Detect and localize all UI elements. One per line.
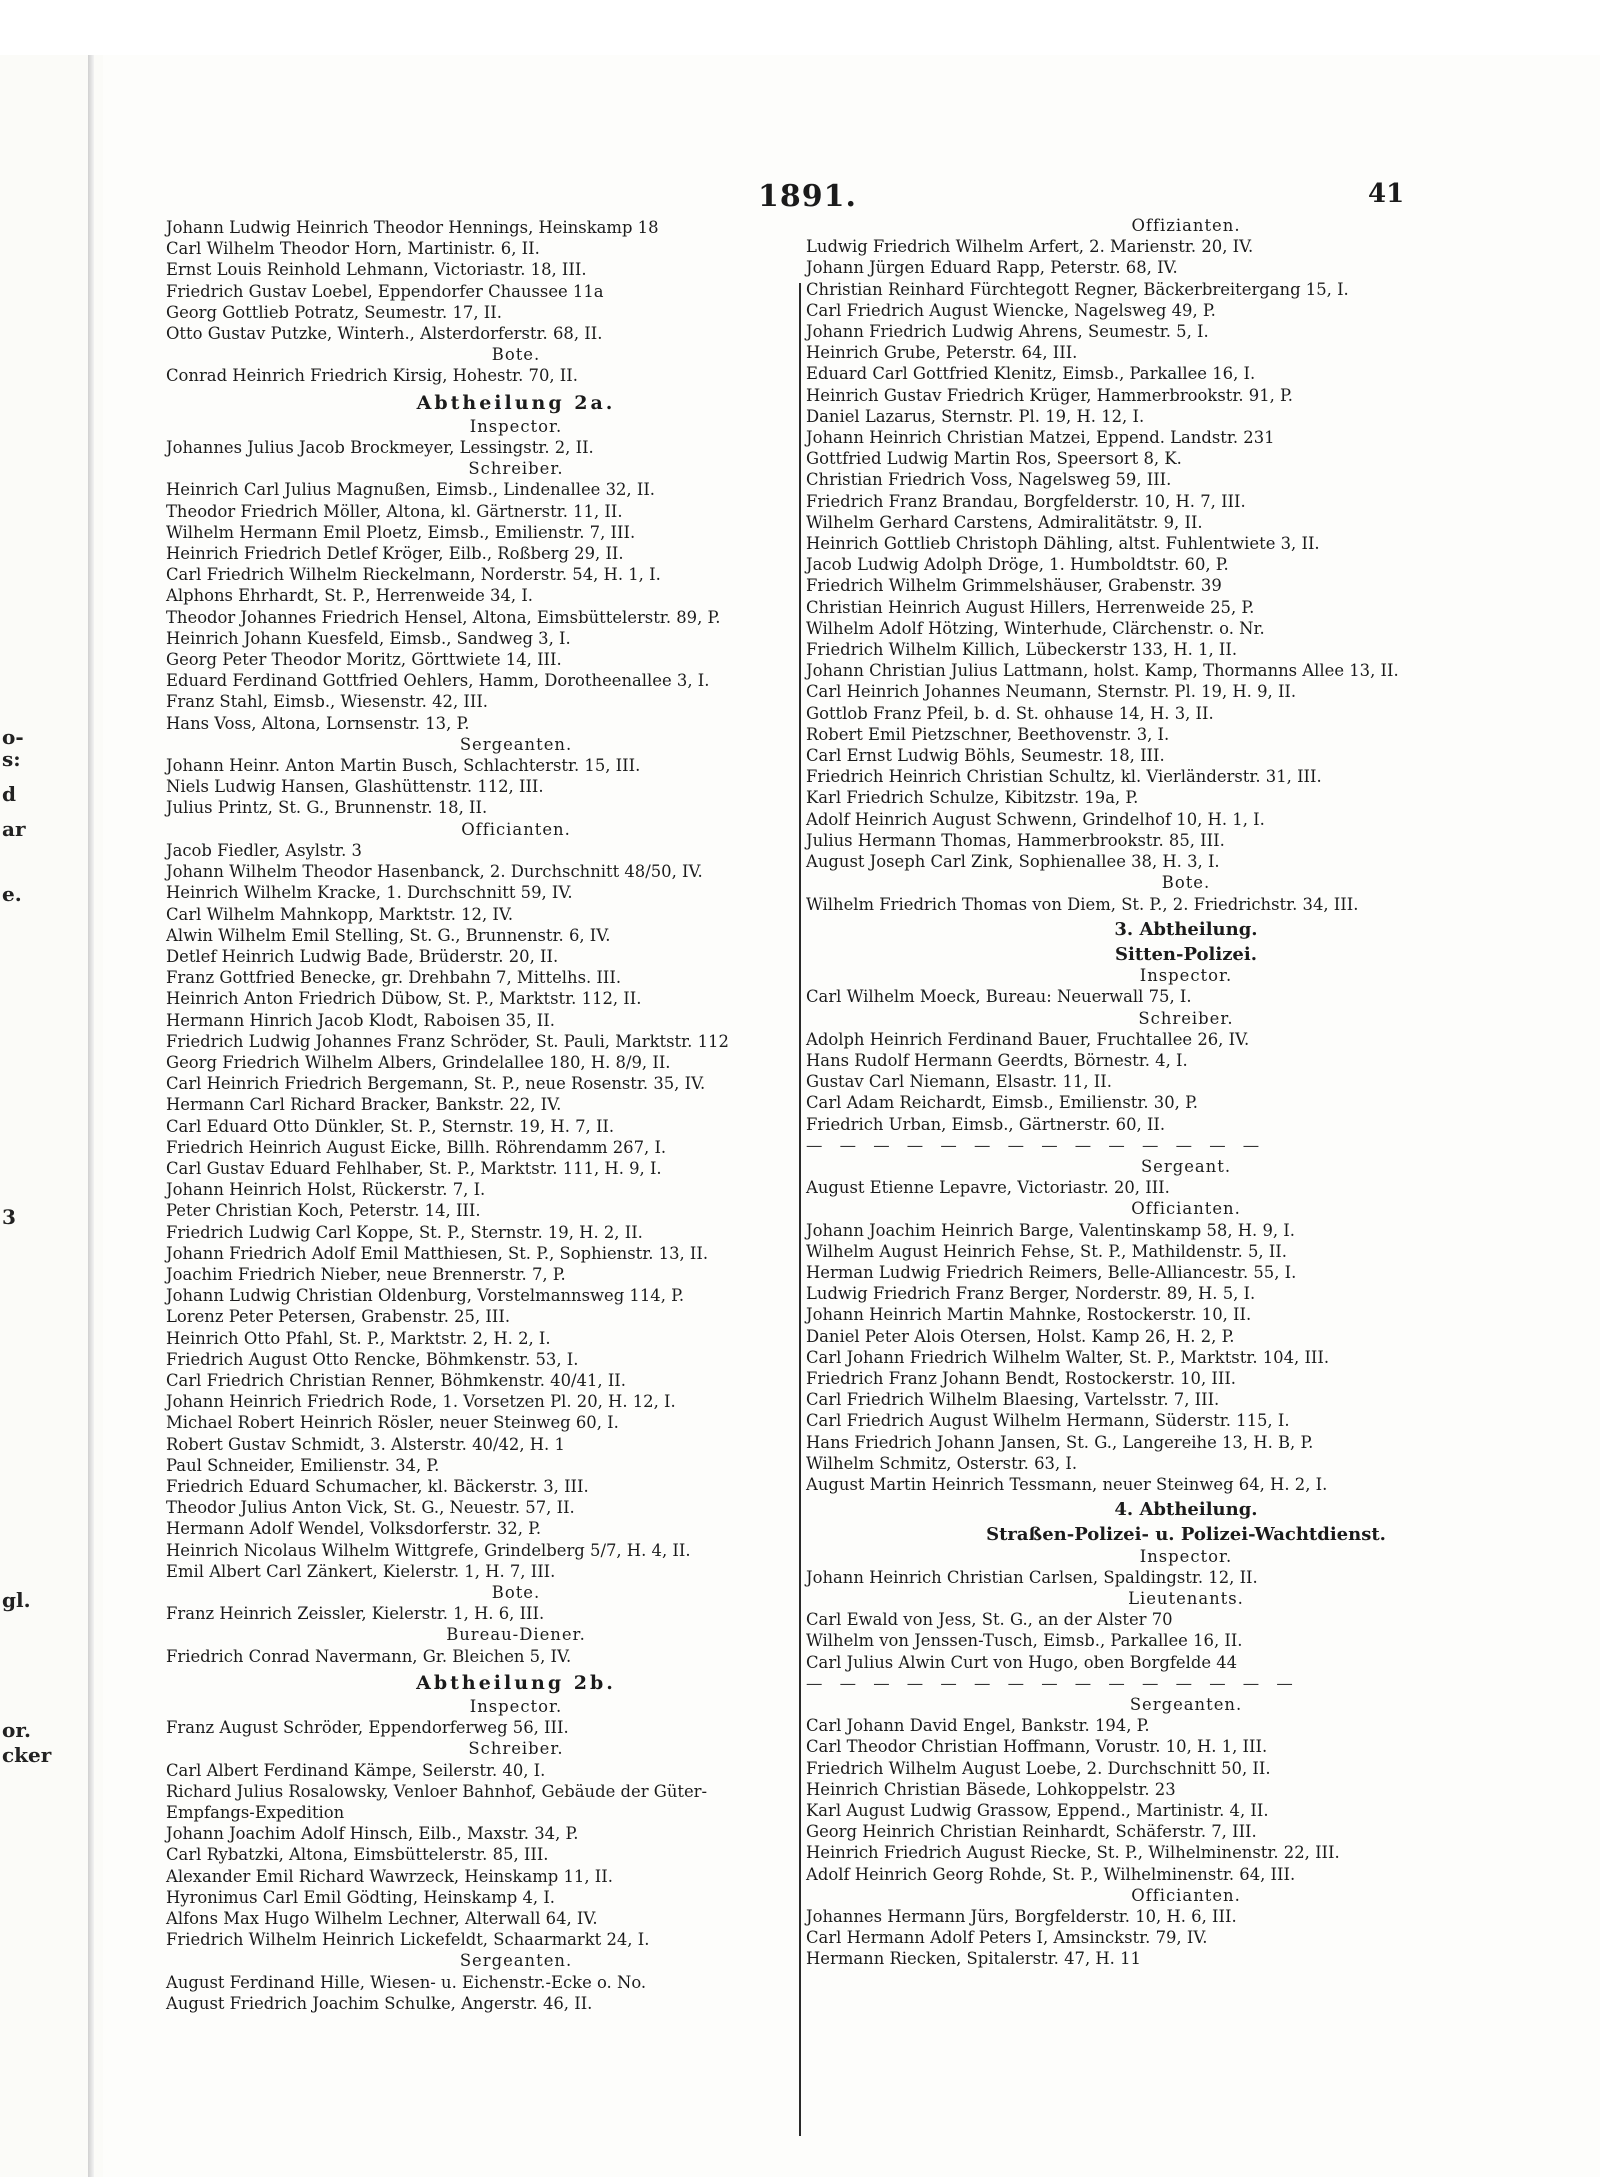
directory-entry: Friedrich Wilhelm Grimmelshäuser, Grabenstr. 39	[806, 576, 1222, 596]
directory-entry: Daniel Peter Alois Otersen, Holst. Kamp 26, H. 2, P.	[806, 1326, 1235, 1346]
directory-entry: Carl Johann Friedrich Wilhelm Walter, St. P., Marktstr. 104, III.	[806, 1347, 1330, 1367]
section-heading: Inspector.	[1139, 966, 1233, 986]
section-heading: Schreiber.	[468, 459, 564, 479]
directory-entry: Hermann Carl Richard Bracker, Bankstr. 22, IV.	[166, 1095, 562, 1115]
directory-entry: Heinrich Gottlieb Christoph Dähling, altst. Fuhlentwiete 3, II.	[806, 534, 1320, 554]
directory-entry: Heinrich Anton Friedrich Dübow, St. P., Marktstr. 112, II.	[166, 989, 642, 1009]
directory-entry: Emil Albert Carl Zänkert, Kielerstr. 1, H. 7, III.	[166, 1561, 556, 1581]
directory-entry: Theodor Johannes Friedrich Hensel, Altona, Eimsbüttelerstr. 89, P.	[166, 607, 721, 627]
section-heading: Officianten.	[461, 819, 571, 839]
directory-entry: Richard Julius Rosalowsky, Venloer Bahnhof, Gebäude der Güter-	[166, 1781, 708, 1801]
directory-entry: Eduard Ferdinand Gottfried Oehlers, Hamm, Dorotheenallee 3, I.	[166, 671, 710, 691]
directory-entry: Carl Wilhelm Moeck, Bureau: Neuerwall 75, I.	[806, 987, 1192, 1007]
directory-entry: Daniel Lazarus, Sternstr. Pl. 19, H. 12, I.	[806, 406, 1145, 426]
directory-entry: Friedrich August Otto Rencke, Böhmkenstr. 53, I.	[166, 1349, 579, 1369]
directory-entry: Friedrich Conrad Navermann, Gr. Bleichen 5, IV.	[166, 1646, 572, 1666]
section-heading: Sergeanten.	[459, 1951, 573, 1971]
directory-entry: Heinrich Friedrich August Riecke, St. P., Wilhelminenstr. 22, III.	[806, 1843, 1340, 1863]
directory-entry: Julius Hermann Thomas, Hammerbrookstr. 85, III.	[806, 830, 1225, 850]
directory-entry: Franz Heinrich Zeissler, Kielerstr. 1, H. 6, III.	[166, 1604, 545, 1624]
directory-entry: Georg Peter Theodor Moritz, Görttwiete 14, III.	[166, 650, 562, 670]
directory-entry: Friedrich Wilhelm Heinrich Lickefeldt, Schaarmarkt 24, I.	[166, 1930, 650, 1950]
directory-entry: Wilhelm Friedrich Thomas von Diem, St. P., 2. Friedrichstr. 34, III.	[806, 894, 1359, 914]
directory-entry: Friedrich Wilhelm Killich, Lübeckerstr 133, H. 1, II.	[806, 640, 1238, 660]
directory-entry: Georg Friedrich Wilhelm Albers, Grindelallee 180, H. 8/9, II.	[166, 1052, 671, 1072]
directory-entry: Lorenz Peter Petersen, Grabenstr. 25, III.	[166, 1307, 511, 1327]
directory-entry: Georg Gottlieb Potratz, Seumestr. 17, II.	[166, 302, 502, 322]
directory-entry: Carl Theodor Christian Hoffmann, Vorustr. 10, H. 1, III.	[806, 1737, 1268, 1757]
directory-entry: Heinrich Gustav Friedrich Krüger, Hammerbrookstr. 91, P.	[806, 385, 1293, 405]
directory-entry: Johann Heinrich Holst, Rückerstr. 7, I.	[166, 1180, 486, 1200]
directory-entry: Empfangs-Expedition	[166, 1803, 345, 1823]
directory-entry: Friedrich Ludwig Carl Koppe, St. P., Sternstr. 19, H. 2, II.	[166, 1222, 643, 1242]
directory-entry: Carl Ernst Ludwig Böhls, Seumestr. 18, III.	[806, 746, 1165, 766]
strip-fragment: 3	[2, 1205, 16, 1229]
directory-entry: Herman Ludwig Friedrich Reimers, Belle-Alliancestr. 55, I.	[806, 1262, 1297, 1282]
department-heading: Sitten-Polizei.	[1115, 943, 1257, 965]
directory-entry: Johann Heinrich Christian Carlsen, Spaldingstr. 12, II.	[806, 1567, 1258, 1587]
directory-entry: Friedrich Heinrich August Eicke, Billh. Röhrendamm 267, I.	[166, 1137, 667, 1157]
directory-entry: Carl Friedrich August Wiencke, Nagelsweg 49, P.	[806, 300, 1216, 320]
right-column	[806, 215, 1566, 1970]
section-heading: Lieutenants.	[1128, 1589, 1244, 1608]
directory-entry: Johann Heinrich Christian Matzei, Eppend. Landstr. 231	[806, 428, 1275, 448]
directory-entry: Niels Ludwig Hansen, Glashüttenstr. 112, III.	[166, 777, 544, 797]
directory-entry: Theodor Friedrich Möller, Altona, kl. Gärtnerstr. 11, II.	[166, 501, 623, 521]
directory-entry: Johann Wilhelm Theodor Hasenbanck, 2. Durchschnitt 48/50, IV.	[166, 862, 703, 882]
directory-entry: Hans Voss, Altona, Lornsenstr. 13, P.	[166, 713, 470, 733]
directory-entry: Wilhelm Schmitz, Osterstr. 63, I.	[806, 1453, 1078, 1473]
directory-entry: Otto Gustav Putzke, Winterh., Alsterdorferstr. 68, II.	[166, 324, 603, 344]
directory-entry: Johann Heinrich Martin Mahnke, Rostockerstr. 10, II.	[806, 1305, 1252, 1325]
directory-entry: Heinrich Nicolaus Wilhelm Wittgrefe, Grindelberg 5/7, H. 4, II.	[166, 1540, 691, 1560]
document-page	[103, 55, 1600, 2177]
directory-entry: Christian Heinrich August Hillers, Herrenweide 25, P.	[806, 597, 1255, 617]
directory-entry: Jacob Ludwig Adolph Dröge, 1. Humboldtstr. 60, P.	[806, 555, 1229, 575]
directory-entry: Carl Eduard Otto Dünkler, St. P., Sternstr. 19, H. 7, II.	[166, 1116, 615, 1136]
directory-entry: Carl Gustav Eduard Fehlhaber, St. P., Marktstr. 111, H. 9, I.	[166, 1158, 662, 1178]
page-number: 41	[1368, 179, 1405, 209]
directory-entry: Alfons Max Hugo Wilhelm Lechner, Alterwall 64, IV.	[166, 1909, 598, 1929]
directory-entry: Karl August Ludwig Grassow, Eppend., Martinistr. 4, II.	[806, 1801, 1269, 1821]
department-heading: 4. Abtheilung.	[1114, 1499, 1258, 1521]
section-heading: Offizianten.	[1131, 216, 1241, 235]
strip-fragment: gl.	[2, 1588, 31, 1612]
directory-entry: August Ferdinand Hille, Wiesen- u. Eichenstr.-Ecke o. No.	[166, 1972, 647, 1992]
section-heading: Bote.	[491, 345, 541, 365]
directory-entry: Carl Wilhelm Theodor Horn, Martinistr. 6, II.	[166, 239, 540, 259]
directory-entry: Christian Reinhard Fürchtegott Regner, Bäckerbreitergang 15, I.	[806, 279, 1349, 299]
directory-entry: Johann Heinr. Anton Martin Busch, Schlachterstr. 15, III.	[166, 756, 641, 776]
section-heading: Officianten.	[1131, 1199, 1241, 1219]
directory-entry: Eduard Carl Gottfried Klenitz, Eimsb., Parkallee 16, I.	[806, 364, 1256, 384]
directory-entry: Karl Friedrich Schulze, Kibitzstr. 19a, P.	[806, 788, 1139, 808]
section-heading: Schreiber.	[468, 1739, 564, 1759]
directory-entry: Carl Julius Alwin Curt von Hugo, oben Borgfelde 44	[806, 1652, 1238, 1672]
directory-entry: Detlef Heinrich Ludwig Bade, Brüderstr. 20, II.	[166, 946, 559, 966]
directory-entry: Hans Rudolf Hermann Geerdts, Börnestr. 4, I.	[806, 1050, 1188, 1070]
directory-entry: Friedrich Wilhelm August Loebe, 2. Durchschnitt 50, II.	[806, 1758, 1271, 1778]
department-heading: Abtheilung 2b.	[416, 1671, 616, 1694]
strip-fragment: or.	[2, 1718, 32, 1742]
dash-separator: — — — — — — — — — — — — — —	[806, 1135, 1266, 1155]
section-heading: Officianten.	[1131, 1885, 1241, 1905]
previous-page-edge	[0, 55, 105, 2177]
section-heading: Sergeant.	[1140, 1156, 1232, 1176]
directory-entry: Johann Friedrich Adolf Emil Matthiesen, St. P., Sophienstr. 13, II.	[166, 1243, 709, 1263]
directory-entry: Joachim Friedrich Nieber, neue Brennerstr. 7, P.	[166, 1264, 566, 1284]
department-heading: Abtheilung 2a.	[416, 391, 616, 414]
directory-entry: Friedrich Urban, Eimsb., Gärtnerstr. 60, II.	[806, 1114, 1166, 1134]
directory-entry: Heinrich Grube, Peterstr. 64, III.	[806, 343, 1078, 363]
section-heading: Sergeanten.	[1129, 1695, 1243, 1715]
page-year: 1891.	[758, 179, 857, 214]
directory-entry: Carl Friedrich August Wilhelm Hermann, Süderstr. 115, I.	[806, 1411, 1290, 1431]
directory-entry: Paul Schneider, Emilienstr. 34, P.	[166, 1455, 440, 1475]
directory-entry: Carl Rybatzki, Altona, Eimsbüttelerstr. 85, III.	[166, 1845, 549, 1865]
directory-entry: Jacob Fiedler, Asylstr. 3	[166, 840, 362, 860]
directory-entry: Johann Heinrich Friedrich Rode, 1. Vorsetzen Pl. 20, H. 12, I.	[166, 1392, 676, 1412]
directory-entry: Robert Emil Pietzschner, Beethovenstr. 3, I.	[806, 724, 1170, 744]
directory-entry: Heinrich Johann Kuesfeld, Eimsb., Sandweg 3, I.	[166, 628, 571, 648]
directory-entry: Heinrich Carl Julius Magnußen, Eimsb., Lindenallee 32, II.	[166, 480, 656, 500]
directory-entry: Adolph Heinrich Ferdinand Bauer, Fruchtallee 26, IV.	[806, 1029, 1250, 1049]
directory-entry: Georg Heinrich Christian Reinhardt, Schäferstr. 7, III.	[806, 1822, 1257, 1842]
dash-separator: — — — — — — — — — — — — — — —	[806, 1673, 1299, 1693]
directory-entry: Hermann Adolf Wendel, Volksdorferstr. 32, P.	[166, 1519, 542, 1539]
directory-entry: Carl Ewald von Jess, St. G., an der Alster 70	[806, 1610, 1173, 1630]
directory-entry: Michael Robert Heinrich Rösler, neuer Steinweg 60, I.	[166, 1413, 619, 1433]
directory-entry: Hermann Hinrich Jacob Klodt, Raboisen 35, II.	[166, 1010, 555, 1030]
section-heading: Inspector.	[469, 1697, 563, 1717]
directory-entry: Carl Heinrich Friedrich Bergemann, St. P., neue Rosenstr. 35, IV.	[166, 1074, 706, 1094]
directory-entry: Carl Wilhelm Mahnkopp, Marktstr. 12, IV.	[166, 904, 514, 924]
directory-entry: Franz Gottfried Benecke, gr. Drehbahn 7, Mittelhs. III.	[166, 968, 622, 988]
strip-fragment: s:	[2, 747, 21, 771]
directory-entry: August Friedrich Joachim Schulke, Angerstr. 46, II.	[166, 1993, 593, 2013]
department-heading: 3. Abtheilung.	[1114, 918, 1258, 940]
directory-entry: Wilhelm Adolf Hötzing, Winterhude, Clärchenstr. o. Nr.	[806, 618, 1265, 638]
directory-entry: Johann Ludwig Christian Oldenburg, Vorstelmannsweg 114, P.	[166, 1286, 685, 1306]
directory-entry: Heinrich Otto Pfahl, St. P., Marktstr. 2, H. 2, I.	[166, 1328, 551, 1348]
page-fold-shadow	[88, 55, 94, 2177]
directory-entry: Johannes Hermann Jürs, Borgfelderstr. 10, H. 6, III.	[806, 1907, 1237, 1927]
directory-entry: Gottlob Franz Pfeil, b. d. St. ohhause 14, H. 3, II.	[806, 703, 1214, 723]
directory-entry: Heinrich Christian Bäsede, Lohkoppelstr. 23	[806, 1779, 1176, 1799]
directory-entry: Wilhelm Gerhard Carstens, Admiralitätstr. 9, II.	[806, 512, 1203, 532]
directory-entry: August Joseph Carl Zink, Sophienallee 38, H. 3, I.	[806, 852, 1220, 872]
directory-entry: Carl Johann David Engel, Bankstr. 194, P.	[806, 1716, 1150, 1736]
directory-entry: Johann Joachim Adolf Hinsch, Eilb., Maxstr. 34, P.	[166, 1824, 579, 1844]
strip-fragment: cker	[2, 1743, 52, 1767]
directory-entry: Wilhelm Hermann Emil Ploetz, Eimsb., Emilienstr. 7, III.	[166, 522, 636, 542]
directory-entry: Friedrich Heinrich Christian Schultz, kl. Vierländerstr. 31, III.	[806, 767, 1322, 787]
directory-entry: Carl Friedrich Wilhelm Rieckelmann, Norderstr. 54, H. 1, I.	[166, 565, 661, 585]
directory-entry: Ernst Louis Reinhold Lehmann, Victoriastr. 18, III.	[166, 260, 587, 280]
directory-entry: Carl Heinrich Johannes Neumann, Sternstr. Pl. 19, H. 9, II.	[806, 682, 1297, 702]
directory-entry: Ludwig Friedrich Franz Berger, Norderstr. 89, H. 5, I.	[806, 1284, 1256, 1304]
strip-fragment: ar	[2, 817, 26, 841]
directory-entry: Heinrich Friedrich Detlef Kröger, Eilb., Roßberg 29, II.	[166, 544, 624, 564]
directory-entry: Carl Hermann Adolf Peters I, Amsinckstr. 79, IV.	[806, 1928, 1208, 1948]
directory-entry: Theodor Julius Anton Vick, St. G., Neuestr. 57, II.	[166, 1498, 575, 1518]
directory-entry: August Martin Heinrich Tessmann, neuer Steinweg 64, H. 2, I.	[806, 1474, 1328, 1494]
directory-entry: Christian Friedrich Voss, Nagelsweg 59, III.	[806, 470, 1172, 490]
strip-fragment: e.	[2, 882, 22, 906]
directory-entry: Julius Printz, St. G., Brunnenstr. 18, II.	[166, 798, 488, 818]
directory-entry: Gottfried Ludwig Martin Ros, Speersort 8, K.	[806, 449, 1182, 469]
directory-entry: Johann Christian Julius Lattmann, holst. Kamp, Thormanns Allee 13, II.	[806, 661, 1399, 681]
directory-entry: Alexander Emil Richard Wawrzeck, Heinskamp 11, II.	[166, 1866, 613, 1886]
directory-entry: August Etienne Lepavre, Victoriastr. 20, III.	[806, 1178, 1170, 1198]
directory-entry: Carl Friedrich Christian Renner, Böhmkenstr. 40/41, II.	[166, 1370, 626, 1390]
directory-entry: Hermann Riecken, Spitalerstr. 47, H. 11	[806, 1949, 1141, 1969]
directory-entry: Wilhelm August Heinrich Fehse, St. P., Mathildenstr. 5, II.	[806, 1241, 1287, 1261]
section-heading: Bote.	[491, 1583, 541, 1602]
section-heading: Bureau-Diener.	[446, 1625, 586, 1645]
directory-entry: Franz August Schröder, Eppendorferweg 56, III.	[166, 1718, 569, 1738]
directory-entry: Friedrich Gustav Loebel, Eppendorfer Chaussee 11a	[166, 281, 604, 301]
section-heading: Inspector.	[1139, 1546, 1233, 1566]
directory-entry: Carl Adam Reichardt, Eimsb., Emilienstr. 30, P.	[806, 1093, 1198, 1113]
directory-entry: Peter Christian Koch, Peterstr. 14, III.	[166, 1201, 481, 1221]
directory-entry: Alphons Ehrhardt, St. P., Herrenweide 34, I.	[166, 586, 534, 606]
directory-entry: Robert Gustav Schmidt, 3. Alsterstr. 40/42, H. 1	[166, 1434, 565, 1454]
directory-entry: Ludwig Friedrich Wilhelm Arfert, 2. Marienstr. 20, IV.	[806, 237, 1254, 257]
directory-entry: Johann Joachim Heinrich Barge, Valentinskamp 58, H. 9, I.	[806, 1220, 1295, 1240]
directory-entry: Wilhelm von Jenssen-Tusch, Eimsb., Parkallee 16, II.	[806, 1631, 1243, 1651]
directory-entry: Johann Friedrich Ludwig Ahrens, Seumestr. 5, I.	[806, 322, 1209, 342]
section-heading: Schreiber.	[1138, 1008, 1234, 1028]
section-heading: Bote.	[1161, 873, 1211, 893]
directory-entry: Johann Jürgen Eduard Rapp, Peterstr. 68, IV.	[806, 258, 1178, 278]
section-heading: Sergeanten.	[459, 734, 573, 754]
directory-entry: Hans Friedrich Johann Jansen, St. G., Langereihe 13, H. B, P.	[806, 1432, 1314, 1452]
directory-entry: Adolf Heinrich Georg Rohde, St. P., Wilhelminenstr. 64, III.	[806, 1864, 1296, 1884]
directory-entry: Johann Ludwig Heinrich Theodor Hennings, Heinskamp 18	[166, 218, 659, 237]
directory-entry: Alwin Wilhelm Emil Stelling, St. G., Brunnenstr. 6, IV.	[166, 925, 611, 945]
directory-entry: Johannes Julius Jacob Brockmeyer, Lessingstr. 2, II.	[166, 438, 594, 458]
directory-entry: Friedrich Franz Johann Bendt, Rostockerstr. 10, III.	[806, 1368, 1237, 1388]
left-column	[166, 217, 866, 2014]
directory-entry: Gustav Carl Niemann, Elsastr. 11, II.	[806, 1072, 1112, 1092]
strip-fragment: d	[2, 782, 16, 806]
directory-entry: Friedrich Ludwig Johannes Franz Schröder, St. Pauli, Marktstr. 112	[166, 1031, 729, 1051]
directory-entry: Carl Albert Ferdinand Kämpe, Seilerstr. 40, I.	[166, 1760, 546, 1780]
directory-entry: Conrad Heinrich Friedrich Kirsig, Hohestr. 70, II.	[166, 366, 578, 386]
directory-entry: Adolf Heinrich August Schwenn, Grindelhof 10, H. 1, I.	[806, 809, 1265, 829]
directory-entry: Hyronimus Carl Emil Gödting, Heinskamp 4, I.	[166, 1887, 556, 1907]
directory-entry: Franz Stahl, Eimsb., Wiesenstr. 42, III.	[166, 692, 489, 712]
directory-entry: Carl Friedrich Wilhelm Blaesing, Vartelsstr. 7, III.	[806, 1390, 1220, 1410]
department-heading: Straßen-Polizei- u. Polizei-Wachtdienst.	[986, 1524, 1386, 1546]
section-heading: Inspector.	[469, 416, 563, 436]
directory-entry: Friedrich Franz Brandau, Borgfelderstr. 10, H. 7, III.	[806, 491, 1246, 511]
directory-entry: Friedrich Eduard Schumacher, kl. Bäckerstr. 3, III.	[166, 1476, 589, 1496]
directory-entry: Heinrich Wilhelm Kracke, 1. Durchschnitt 59, IV.	[166, 883, 573, 903]
strip-fragment: o-	[2, 725, 24, 749]
